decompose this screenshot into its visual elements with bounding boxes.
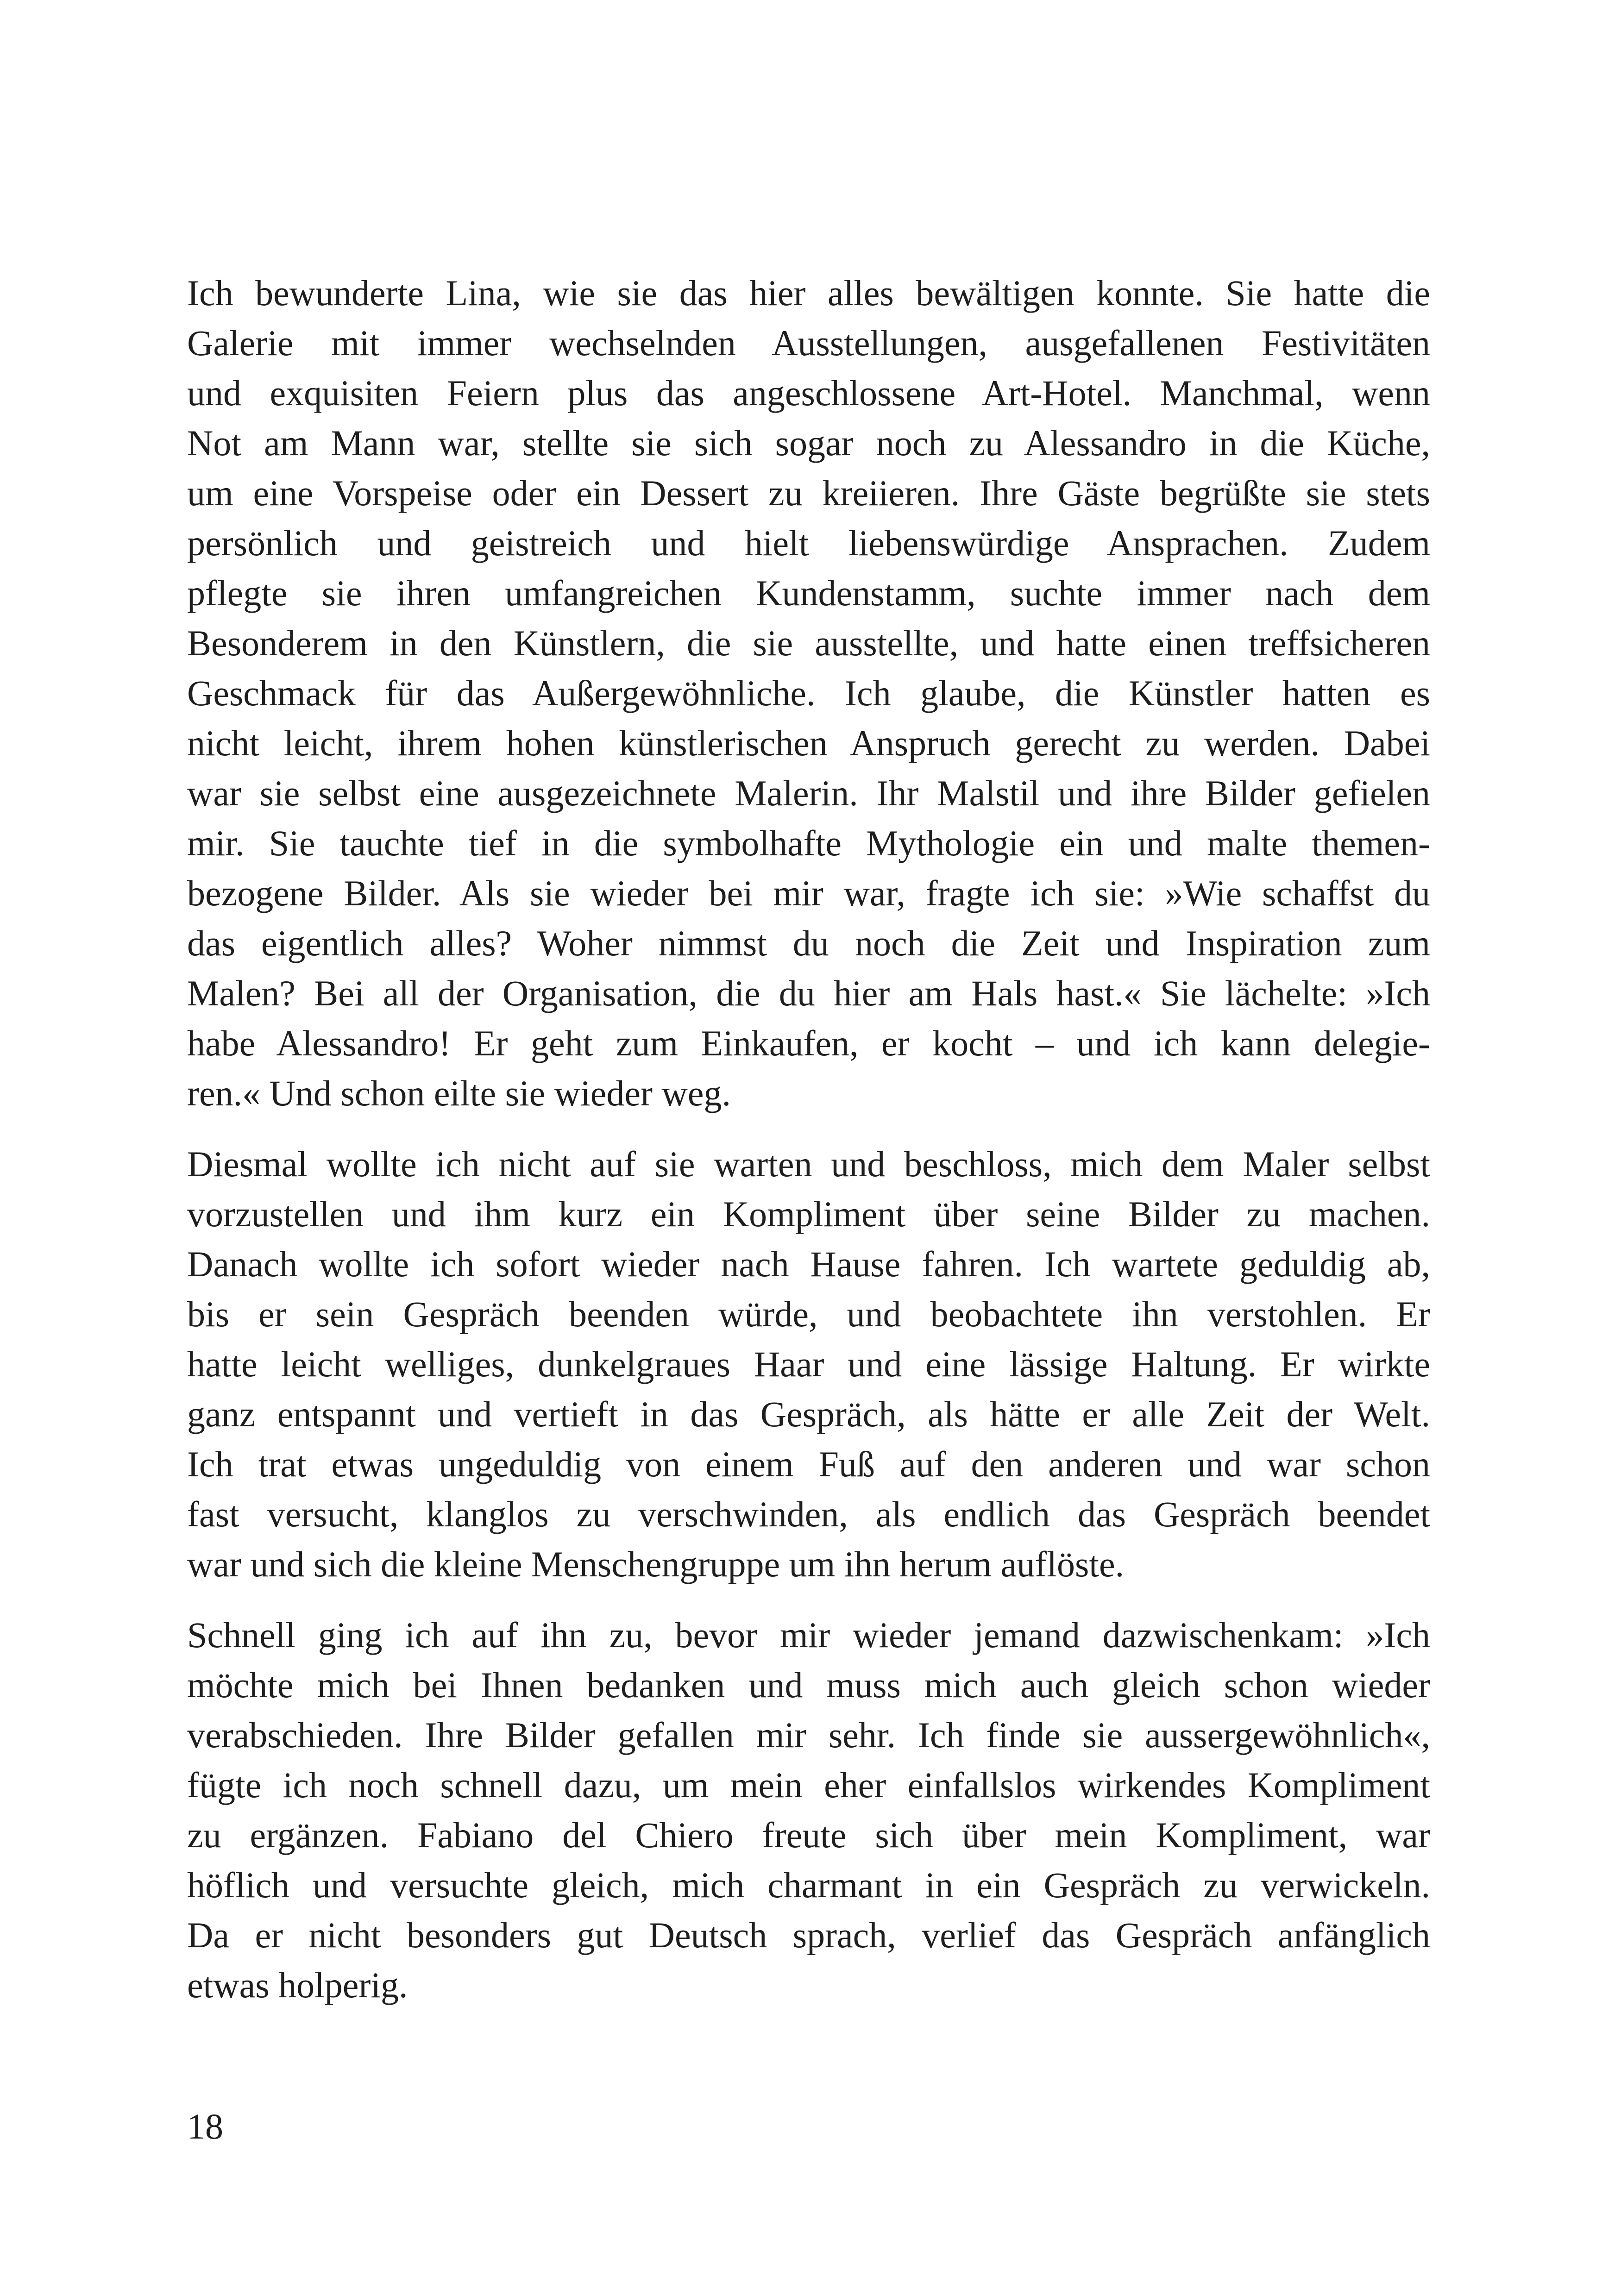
text-line: Diesmal wollte ich nicht auf sie warten und beschloss, mich dem Maler selbst bbox=[187, 1144, 1430, 1184]
text-line: vorzustellen und ihm kurz ein Kompliment über seine Bilder zu machen. bbox=[187, 1194, 1430, 1234]
paragraph-3 bbox=[187, 1610, 1430, 2010]
text-line: Da er nicht besonders gut Deutsch sprach, verlief das Gespräch anfänglich bbox=[187, 1915, 1430, 1955]
text-line: verabschieden. Ihre Bilder gefallen mir sehr. Ich finde sie aussergewöhnlich«, bbox=[187, 1715, 1430, 1755]
text-line: nicht leicht, ihrem hohen künstlerischen Anspruch gerecht zu werden. Dabei bbox=[187, 723, 1430, 763]
paragraph-1 bbox=[187, 268, 1430, 1118]
text-line: bezogene Bilder. Als sie wieder bei mir war, fragte ich sie: »Wie schaffst du bbox=[187, 873, 1430, 913]
text-line: Not am Mann war, stellte sie sich sogar noch zu Alessandro in die Küche, bbox=[187, 423, 1430, 463]
text-line: ren.« Und schon eilte sie wieder weg. bbox=[187, 1073, 731, 1113]
text-line: möchte mich bei Ihnen bedanken und muss mich auch gleich schon wieder bbox=[187, 1665, 1430, 1705]
paragraph-spacing bbox=[187, 1589, 1430, 1610]
text-line: hatte leicht welliges, dunkelgraues Haar und eine lässige Haltung. Er wirkte bbox=[187, 1344, 1430, 1384]
text-line: war sie selbst eine ausgezeichnete Malerin. Ihr Malstil und ihre Bilder gefielen bbox=[187, 773, 1430, 813]
text-line: habe Alessandro! Er geht zum Einkaufen, er kocht – und ich kann delegie- bbox=[187, 1023, 1430, 1063]
text-line: fast versucht, klanglos zu verschwinden, als endlich das Gespräch beendet bbox=[187, 1494, 1430, 1534]
text-line: das eigentlich alles? Woher nimmst du noch die Zeit und Inspiration zum bbox=[187, 923, 1430, 963]
text-line: persönlich und geistreich und hielt liebenswürdige Ansprachen. Zudem bbox=[187, 523, 1430, 563]
text-line: pflegte sie ihren umfangreichen Kundenstamm, suchte immer nach dem bbox=[187, 573, 1430, 613]
text-line: Ich trat etwas ungeduldig von einem Fuß auf den anderen und war schon bbox=[187, 1444, 1430, 1484]
page-number: 18 bbox=[187, 2106, 223, 2146]
paragraph-spacing bbox=[187, 1118, 1430, 1139]
text-line: um eine Vorspeise oder ein Dessert zu kreiieren. Ihre Gäste begrüßte sie stets bbox=[187, 473, 1430, 513]
text-line: bis er sein Gespräch beenden würde, und beobachtete ihn verstohlen. Er bbox=[187, 1294, 1430, 1334]
paragraph-2 bbox=[187, 1139, 1430, 1589]
text-line: Danach wollte ich sofort wieder nach Hause fahren. Ich wartete geduldig ab, bbox=[187, 1244, 1430, 1284]
text-line: Ich bewunderte Lina, wie sie das hier alles bewältigen konnte. Sie hatte die bbox=[187, 273, 1430, 313]
text-line: Geschmack für das Außergewöhnliche. Ich glaube, die Künstler hatten es bbox=[187, 673, 1430, 713]
text-line: ganz entspannt und vertieft in das Gespräch, als hätte er alle Zeit der Welt. bbox=[187, 1394, 1430, 1434]
text-line: höflich und versuchte gleich, mich charmant in ein Gespräch zu verwickeln. bbox=[187, 1865, 1430, 1905]
text-line: mir. Sie tauchte tief in die symbolhafte Mythologie ein und malte themen- bbox=[187, 823, 1430, 863]
text-line: und exquisiten Feiern plus das angeschlossene Art-Hotel. Manchmal, wenn bbox=[187, 373, 1430, 413]
text-line: Schnell ging ich auf ihn zu, bevor mir wieder jemand dazwischenkam: »Ich bbox=[187, 1615, 1430, 1655]
body-text bbox=[187, 268, 1430, 2010]
text-line: etwas holperig. bbox=[187, 1965, 408, 2005]
text-line: fügte ich noch schnell dazu, um mein eher einfallslos wirkendes Kompliment bbox=[187, 1765, 1430, 1805]
text-line: zu ergänzen. Fabiano del Chiero freute sich über mein Kompliment, war bbox=[187, 1815, 1430, 1855]
text-line: Malen? Bei all der Organisation, die du hier am Hals hast.« Sie lächelte: »Ich bbox=[187, 973, 1430, 1013]
text-line: Galerie mit immer wechselnden Ausstellungen, ausgefallenen Festivitäten bbox=[187, 323, 1430, 363]
text-line: Besonderem in den Künstlern, die sie ausstellte, und hatte einen treffsicheren bbox=[187, 623, 1430, 663]
text-line: war und sich die kleine Menschengruppe um ihn herum auflöste. bbox=[187, 1544, 1125, 1584]
